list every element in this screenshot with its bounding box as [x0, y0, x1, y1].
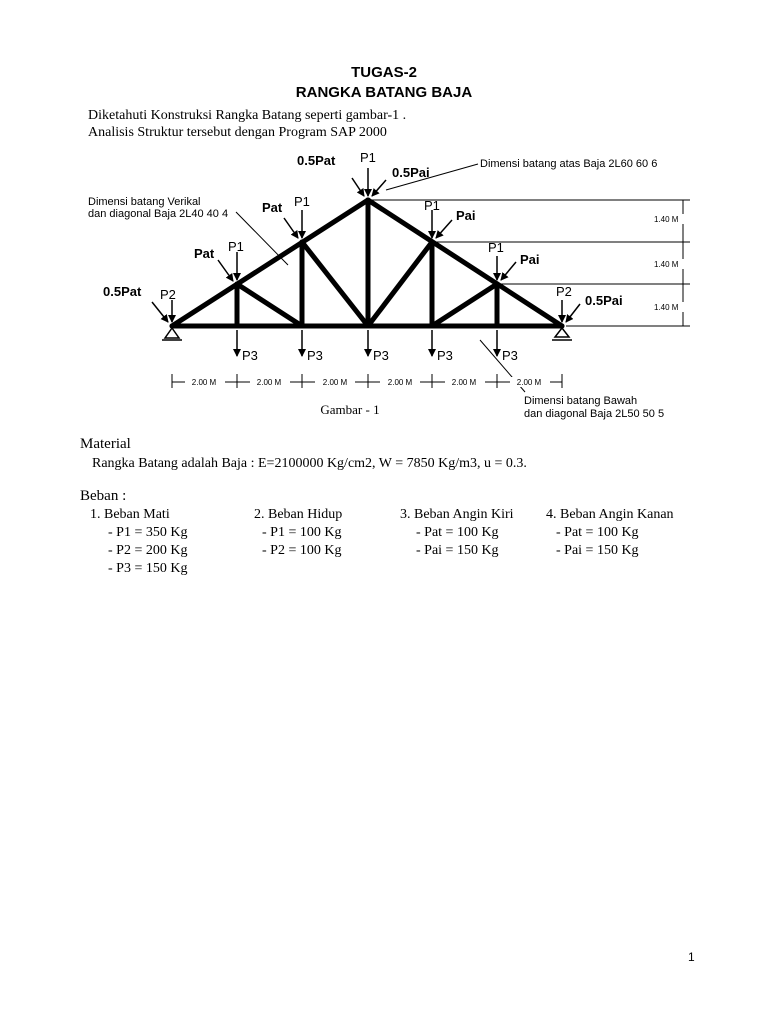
load-row: - P1 = 350 Kg	[108, 525, 188, 540]
label-p3: P3	[242, 348, 258, 363]
load-case-wind-right	[546, 506, 674, 560]
note-bottom-line-2: dan diagonal Baja 2L50 50 5	[524, 408, 665, 420]
label-p1-lower-left: P1	[228, 239, 244, 254]
load-case-wind-left	[400, 506, 514, 560]
label-p3: P3	[373, 348, 389, 363]
pin-support-left	[165, 328, 179, 338]
truss-figure	[0, 0, 768, 430]
label-pat-upper: Pat	[262, 200, 283, 215]
page-number: 1	[688, 950, 695, 964]
note-top-chord: Dimensi batang atas Baja 2L60 60 6	[480, 158, 658, 170]
diagonal-member	[237, 284, 302, 326]
label-p1-lower-right: P1	[488, 240, 504, 255]
supports	[162, 328, 572, 340]
label-pat-lower: Pat	[194, 246, 215, 261]
label-p3: P3	[307, 348, 323, 363]
label-pai-upper: Pai	[456, 208, 476, 223]
load-case-live	[254, 506, 342, 560]
diagonal-member	[432, 284, 497, 326]
title-line-2: RANGKA BATANG BAJA	[295, 84, 473, 101]
dim-span: 2.00 M	[516, 378, 542, 387]
label-p1-upper-right: P1	[424, 198, 440, 213]
material-heading: Material	[80, 436, 131, 452]
roller-support-right	[555, 328, 569, 337]
note-bottom-line-1: Dimensi batang Bawah	[524, 395, 638, 407]
note-vertical-line-2: dan diagonal Baja 2L40 40 4	[88, 208, 229, 220]
load-row: - Pai = 150 Kg	[556, 543, 639, 558]
label-p1-upper-left: P1	[294, 194, 310, 209]
load-row: - P2 = 100 Kg	[262, 543, 342, 558]
dim-span: 2.00 M	[256, 378, 282, 387]
load-row: - P1 = 100 Kg	[262, 525, 342, 540]
label-p2-right: P2	[556, 284, 572, 299]
load-case-dead	[90, 506, 187, 578]
material-text: Rangka Batang adalah Baja : E=2100000 Kg/cm2, W = 7850 Kg/m3, u = 0.3.	[92, 456, 527, 471]
beban-heading: Beban :	[80, 488, 127, 504]
label-p2-left: P2	[160, 287, 176, 302]
dim-span: 2.00 M	[451, 378, 477, 387]
figure-caption: Gambar - 1	[320, 402, 380, 417]
truss-members	[172, 200, 562, 326]
label-p3: P3	[437, 348, 453, 363]
label-p3: P3	[502, 348, 518, 363]
label-pai-lower: Pai	[520, 252, 540, 267]
dim-height: 1.40 M	[654, 215, 679, 224]
label-half-pai-top: 0.5Pai	[392, 165, 430, 180]
load-case-title: 2. Beban Hidup	[254, 507, 343, 522]
intro-line-1: Diketahuti Konstruksi Rangka Batang seperti gambar-1 .	[88, 108, 407, 123]
dim-height: 1.40 M	[654, 260, 679, 269]
load-row: - Pat = 100 Kg	[556, 525, 639, 540]
dim-span: 2.00 M	[191, 378, 217, 387]
p3-arrows	[237, 330, 497, 356]
label-half-pat-top: 0.5Pat	[297, 153, 336, 168]
load-row: - Pat = 100 Kg	[416, 525, 499, 540]
diagonal-member	[302, 242, 368, 326]
load-case-title: 4. Beban Angin Kanan	[546, 507, 674, 522]
note-vertical-line-1: Dimensi batang Verikal	[88, 196, 201, 208]
load-row: - P3 = 150 Kg	[108, 561, 188, 576]
load-case-title: 1. Beban Mati	[90, 507, 170, 522]
diagonal-member	[368, 242, 432, 326]
intro-line-2: Analisis Struktur tersebut dengan Program SAP 2000	[88, 125, 387, 140]
load-row: - P2 = 200 Kg	[108, 543, 188, 558]
label-p1-top: P1	[360, 150, 376, 165]
horizontal-dimension	[172, 374, 562, 388]
load-case-title: 3. Beban Angin Kiri	[400, 507, 514, 522]
label-half-pat-left: 0.5Pat	[103, 284, 142, 299]
dim-span: 2.00 M	[322, 378, 348, 387]
title-line-1: TUGAS-2	[351, 64, 417, 81]
label-half-pai-right: 0.5Pai	[585, 293, 623, 308]
dim-height: 1.40 M	[654, 303, 679, 312]
load-row: - Pai = 150 Kg	[416, 543, 499, 558]
dim-span: 2.00 M	[387, 378, 413, 387]
